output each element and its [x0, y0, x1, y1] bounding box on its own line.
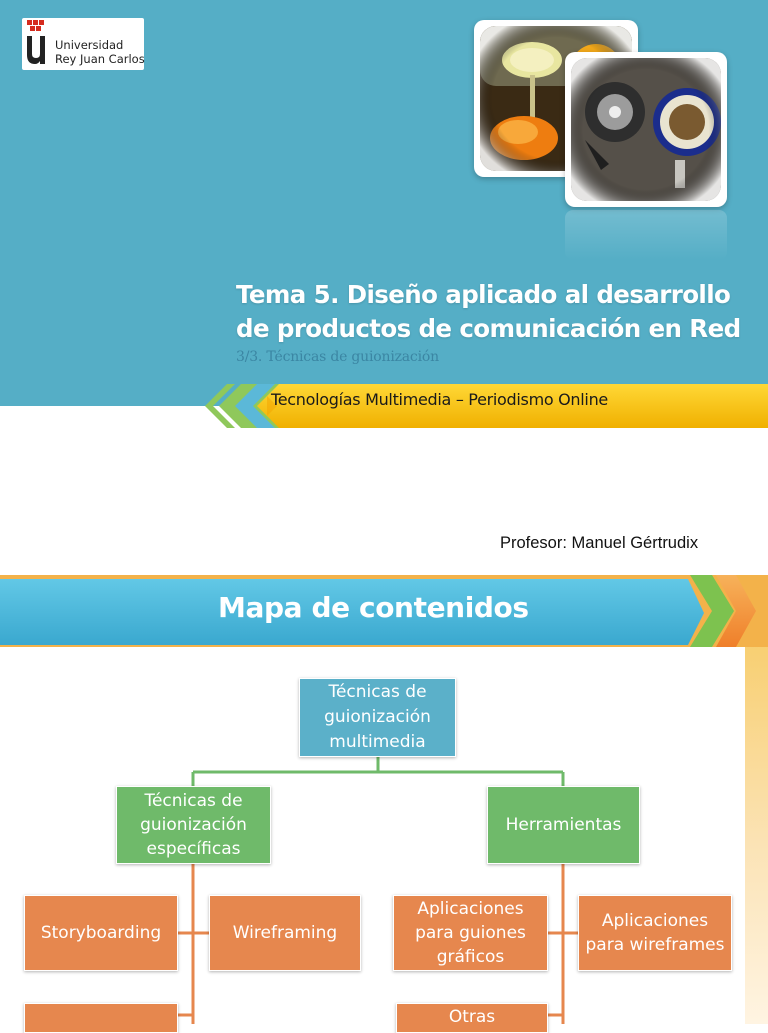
node-storyboarding	[24, 895, 178, 971]
node-aplicaciones-guiones	[393, 895, 548, 971]
node-herramientas-label: Herramientas	[505, 815, 622, 835]
photo-reflection	[565, 210, 727, 260]
node-herramientas	[487, 786, 640, 864]
content-map-slide	[0, 575, 768, 1027]
slide-title-line1: Tema 5. Diseño aplicado al desarrollo	[236, 280, 731, 309]
node-partial-left	[24, 1003, 178, 1033]
node-aplicaciones-wireframes	[578, 895, 732, 971]
node-wireframing-label: Wireframing	[232, 923, 338, 943]
node-tecnicas-multimedia	[299, 678, 456, 757]
professor-name: Profesor: Manuel Gértrudix	[500, 534, 699, 552]
node-apps-wireframes-label: Aplicaciones para wireframes	[585, 911, 725, 955]
logo-line1: Universidad	[55, 38, 124, 52]
university-logo	[22, 18, 144, 70]
node-tecnicas-especificas	[116, 786, 271, 864]
node-otras-label: Otras	[448, 1007, 496, 1027]
course-label: Tecnologías Multimedia – Periodismo Online	[271, 390, 608, 409]
node-otras	[396, 1003, 548, 1033]
photo-teapot	[565, 52, 727, 207]
urjc-logo-mark	[26, 20, 46, 64]
section-title: Mapa de contenidos	[218, 591, 529, 624]
node-apps-guiones-label: Aplicaciones para guiones gráficos	[415, 899, 526, 967]
title-slide-header	[0, 0, 768, 406]
slide-title-line2: de productos de comunicación en Red	[236, 314, 741, 343]
logo-text	[55, 38, 145, 66]
slide-subtitle: 3/3. Técnicas de guionización	[236, 349, 439, 365]
logo-line2: Rey Juan Carlos	[55, 52, 145, 66]
node-tecnicas-label: Técnicas de guionización específicas	[140, 791, 247, 859]
node-storyboarding-label: Storyboarding	[40, 923, 162, 943]
slide-title	[236, 278, 756, 346]
node-root-label: Técnicas de guionización multimedia	[324, 682, 431, 752]
node-wireframing	[209, 895, 361, 971]
